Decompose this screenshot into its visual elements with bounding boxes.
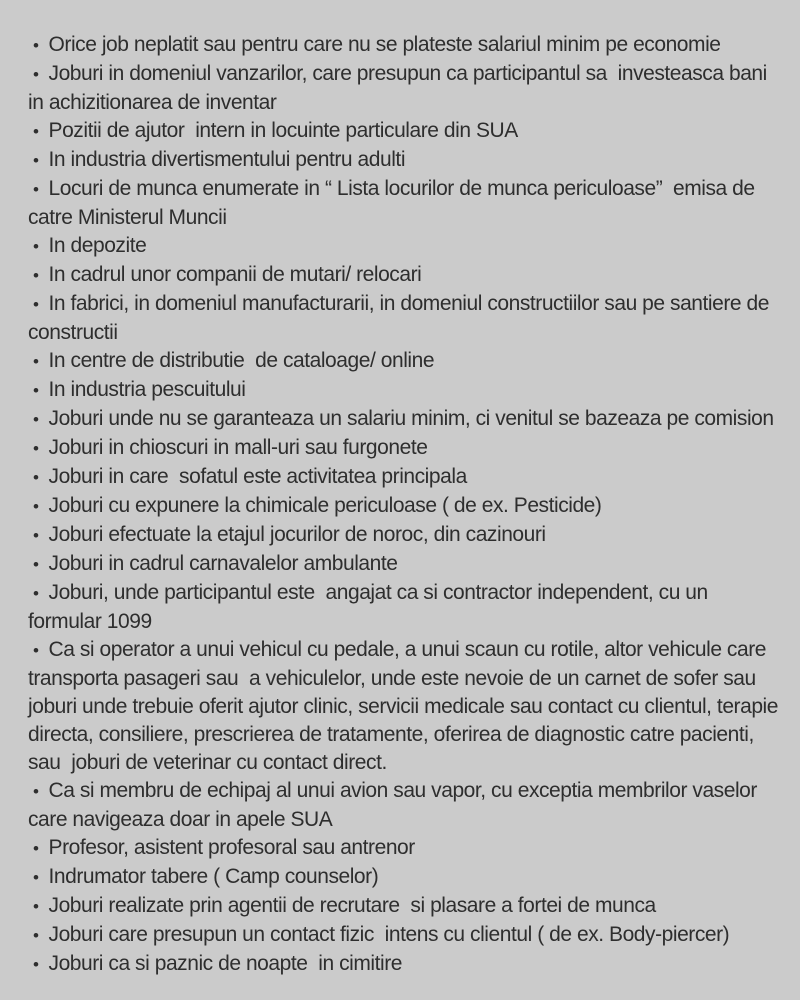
bullet-icon: •	[33, 526, 39, 545]
bullet-icon: •	[33, 782, 39, 801]
list-item-text: Indrumator tabere ( Camp counselor)	[48, 865, 379, 888]
bullet-icon: •	[33, 497, 39, 516]
bullet-icon: •	[33, 468, 39, 487]
bullet-icon: •	[33, 381, 39, 400]
list-item	[28, 777, 786, 834]
bullet-icon: •	[33, 151, 39, 170]
bullet-icon: •	[33, 237, 39, 256]
bullet-icon: •	[33, 295, 39, 314]
list-item-text: Joburi ca si paznic de noapte in cimitire	[48, 952, 402, 975]
list-item	[28, 376, 786, 405]
list-item-text: Joburi unde nu se garanteaza un salariu minim, ci venitul se bazeaza pe comision	[48, 407, 774, 430]
list-item	[28, 175, 786, 232]
list-item	[28, 31, 786, 60]
bullet-icon: •	[33, 897, 39, 916]
list-item	[28, 146, 786, 175]
list-item	[28, 521, 786, 550]
list-item-text: Locuri de munca enumerate in “ Lista locurilor de munca periculoase” emisa de catre Ministerul Muncii	[28, 177, 761, 229]
list-item	[28, 550, 786, 579]
bullet-icon: •	[33, 439, 39, 458]
list-item-text: Joburi realizate prin agentii de recrutare si plasare a fortei de munca	[48, 894, 656, 917]
list-item	[28, 117, 786, 146]
list-item	[28, 290, 786, 347]
bullet-icon: •	[33, 36, 39, 55]
list-item-text: Joburi in chioscuri in mall-uri sau furgonete	[48, 436, 428, 459]
list-item	[28, 60, 786, 117]
bullet-icon: •	[33, 180, 39, 199]
list-item-text: Joburi, unde participantul este angajat ca si contractor independent, cu un formular 1099	[28, 581, 714, 633]
bullet-icon: •	[33, 410, 39, 429]
list-item-text: Joburi cu expunere la chimicale periculoase ( de ex. Pesticide)	[48, 494, 602, 517]
list-item-text: In industria divertismentului pentru adulti	[48, 148, 406, 171]
list-item-text: Joburi in cadrul carnavalelor ambulante	[48, 552, 398, 575]
list-item	[28, 405, 786, 434]
list-item-text: Orice job neplatit sau pentru care nu se plateste salariul minim pe economie	[48, 33, 721, 56]
list-item-text: Joburi in care sofatul este activitatea principala	[48, 465, 467, 488]
list-item-text: In industria pescuitului	[48, 378, 246, 401]
list-item-text: Ca si membru de echipaj al unui avion sau vapor, cu exceptia membrilor vaselor care navigeaza doar in apele SUA	[28, 779, 763, 831]
list-item	[28, 347, 786, 376]
bullet-icon: •	[33, 926, 39, 945]
list-item-text: Joburi efectuate la etajul jocurilor de noroc, din cazinouri	[48, 523, 546, 546]
bullet-icon: •	[33, 122, 39, 141]
list-item-text: Profesor, asistent profesoral sau antrenor	[48, 836, 415, 859]
list-item	[28, 261, 786, 290]
list-item	[28, 892, 786, 921]
list-item-text: In cadrul unor companii de mutari/ relocari	[48, 263, 422, 286]
list-item-text: Ca si operator a unui vehicul cu pedale, a unui scaun cu rotile, altor vehicule care transporta pasageri sau a vehiculelor, unde este nevoie de un carnet de sofer sau joburi unde trebuie oferit ajutor clinic, servicii medicale sau contact cu clientul, terapie directa, consiliere, prescrierea de tratamente, oferirea de diagnostic catre pacienti, sau joburi de veterinar cu contact direct.	[28, 638, 789, 774]
bullet-icon: •	[33, 584, 39, 603]
list-item	[28, 434, 786, 463]
bullet-icon: •	[33, 352, 39, 371]
list-item-text: Joburi care presupun un contact fizic intens cu clientul ( de ex. Body-piercer)	[48, 923, 730, 946]
list-item	[28, 834, 786, 863]
list-item	[28, 636, 789, 777]
list-item-text: In centre de distributie de cataloage/ online	[48, 349, 435, 372]
list-item	[28, 232, 786, 261]
list-item	[28, 463, 786, 492]
bullet-icon: •	[33, 868, 39, 887]
list-item-text: Joburi in domeniul vanzarilor, care presupun ca participantul sa investeasca bani in achizitionarea de inventar	[28, 62, 773, 114]
bullet-icon: •	[33, 65, 39, 84]
list-item-text: Pozitii de ajutor intern in locuinte particulare din SUA	[48, 119, 518, 142]
list-item	[28, 579, 786, 636]
list-item	[28, 950, 786, 979]
bullet-icon: •	[33, 266, 39, 285]
list-item	[28, 921, 786, 950]
list-item	[28, 863, 786, 892]
list-item-text: In fabrici, in domeniul manufacturarii, in domeniul constructiilor sau pe santiere de constructii	[28, 292, 775, 344]
bullet-icon: •	[33, 955, 39, 974]
bullet-icon: •	[33, 839, 39, 858]
bullet-icon: •	[33, 555, 39, 574]
list-item	[28, 492, 786, 521]
bullet-icon: •	[33, 641, 39, 660]
list-item-text: In depozite	[48, 234, 147, 257]
